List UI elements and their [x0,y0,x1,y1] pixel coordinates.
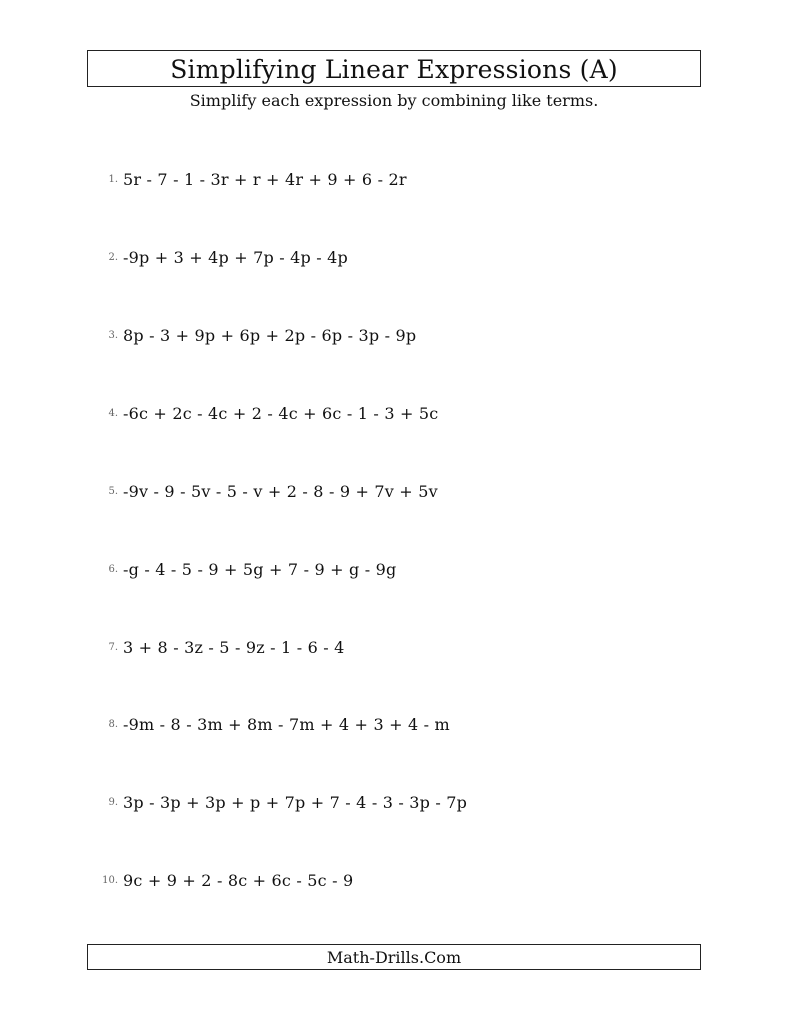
problem-expression: 3 + 8 - 3z - 5 - 9z - 1 - 6 - 4 [123,637,345,657]
problem-expression: 5r - 7 - 1 - 3r + r + 4r + 9 + 6 - 2r [123,169,407,189]
problem-item [90,712,450,736]
problem-number: 10. [102,874,118,886]
problem-number: 9. [108,796,118,808]
problem-number: 7. [108,641,118,653]
problem-item [90,557,396,581]
worksheet-title: Simplifying Linear Expressions (A) [87,50,701,87]
problem-expression: -9v - 9 - 5v - 5 - v + 2 - 8 - 9 + 7v + 5v [123,481,438,501]
problem-item [90,401,438,425]
problem-item [90,790,467,814]
problem-number: 4. [108,407,118,419]
problem-item [90,479,438,503]
problem-number: 5. [108,485,118,497]
problem-item [90,245,348,269]
problem-expression: -9m - 8 - 3m + 8m - 7m + 4 + 3 + 4 - m [123,714,450,734]
worksheet-instructions: Simplify each expression by combining like terms. [189,91,599,110]
problem-expression: -6c + 2c - 4c + 2 - 4c + 6c - 1 - 3 + 5c [123,403,439,423]
problem-item [90,167,407,191]
problem-item [90,868,353,892]
problem-expression: 3p - 3p + 3p + p + 7p + 7 - 4 - 3 - 3p - 7p [123,792,468,812]
problem-item [90,635,345,659]
problem-number: 6. [108,563,118,575]
problem-number: 3. [108,329,118,341]
problem-item [90,323,416,347]
problem-expression: 8p - 3 + 9p + 6p + 2p - 6p - 3p - 9p [123,325,417,345]
problem-expression: -9p + 3 + 4p + 7p - 4p - 4p [123,247,348,267]
problem-expression: 9c + 9 + 2 - 8c + 6c - 5c - 9 [123,870,354,890]
problem-number: 8. [108,718,118,730]
problem-number: 1. [108,173,118,185]
footer-site-label: Math-Drills.Com [87,944,701,970]
problem-number: 2. [108,251,118,263]
problem-expression: -g - 4 - 5 - 9 + 5g + 7 - 9 + g - 9g [123,559,397,579]
